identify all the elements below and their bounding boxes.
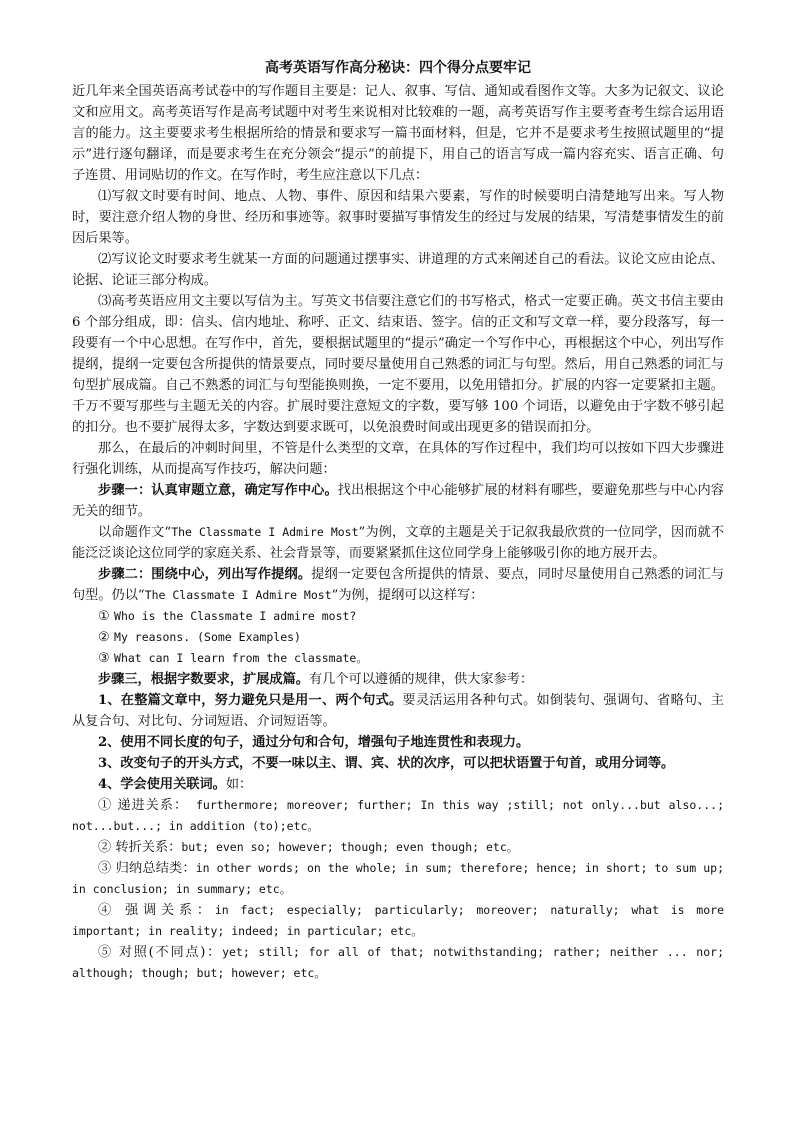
connective-item [72, 795, 724, 837]
connective-item [72, 858, 724, 900]
rule-2-paragraph: 2、使用不同长度的句子，通过分句和合句，增强句子地连贯性和表现力。 [98, 735, 530, 750]
connective-item [72, 837, 724, 858]
step-3-paragraph [72, 669, 724, 690]
step-3-heading: 步骤三，根据字数要求，扩展成篇。 [98, 672, 309, 687]
connective-label: 转折关系： [115, 840, 182, 855]
connective-number: ④ [98, 903, 116, 918]
step-1-example-paragraph [72, 522, 724, 564]
rule-1-heading: 1、在整篇文章中，努力避免只是用一、两个句式。 [98, 693, 403, 708]
step-2-paragraph [72, 564, 724, 606]
outline-number: ③ [98, 651, 110, 666]
transition-paragraph: 那么，在最后的冲刺时间里，不管是什么类型的文章，在具体的写作过程中，我们均可以按如下四大步骤进行强化训练，从而提高写作技巧，解决问题： [72, 441, 724, 477]
point-3-paragraph: ⑶高考英语应用文主要以写信为主。写英文书信要注意它们的书写格式，格式一定要正确。英文书信主要由 6 个部分组成，即：信头、信内地址、称呼、正文、结束语、签字。信的正文和写文章一样，要分段落写，每一段要有一个中心思想。在写作中，首先，要根据试题里的“提示”确定一个写作中心，再根据这个中心，列出写作提纲，提纲一定要包含所提供的情景要点，同时要尽量使用自己熟悉的词汇与句型。然后，用自己熟悉的词汇与句型扩展成篇。自己不熟悉的词汇与句型能换则换，一定不要用，以免用错扣分。扩展的内容一定要紧扣主题。千万不要写那些与主题无关的内容。扩展时要注意短文的字数，要写够 100 个词语，以避免由于字数不够引起的扣分。也不要扩展得太多，字数达到要求既可，以免浪费时间或出现更多的错误而扣分。 [72, 294, 724, 435]
step-2-body-post: ”为例，提纲可以这样写： [331, 588, 484, 603]
outline-text: My reasons. (Some Examples) [114, 630, 301, 644]
connective-item [72, 942, 724, 984]
rule-1-body: 要灵活运用各种句式。如倒装句、强调句、省略句、主从复合句、对比句、分词短语、介词短语等。 [72, 693, 724, 729]
step-1-body: 找出根据这个中心能够扩展的材料有哪些，要避免那些与中心内容无关的细节。 [72, 483, 724, 519]
outline-item [72, 648, 724, 669]
rule-3-paragraph: 3、改变句子的开头方式，不要一味以主、谓、宾、状的次序，可以把状语置于句首，或用分词等。 [98, 756, 675, 771]
document-page [72, 58, 724, 984]
rule-4-heading: 4、学会使用关联词。 [98, 777, 226, 792]
step-1-example-title: The Classmate I Admire Most [171, 525, 359, 539]
rule-4-body: 如： [225, 777, 253, 792]
connective-label: 归纳总结类： [115, 861, 196, 876]
step-2-example-title: The Classmate I Admire Most [144, 588, 332, 602]
connective-text: but; even so; however; though; even though; etc。 [181, 840, 519, 854]
outline-item [72, 627, 724, 648]
step-3-body: 有几个可以遵循的规律，供大家参考： [309, 672, 534, 687]
outline-text: What can I learn from the classmate。 [114, 651, 368, 665]
step-1-example-post: ”为例，文章的主题是关于记叙我最欣赏的一位同学，因而就不能泛泛谈论这位同学的家庭关系、社会背景等，而要紧紧抓住这位同学身上能够吸引你的地方展开去。 [72, 525, 725, 561]
step-1-heading: 步骤一：认真审题立意，确定写作中心。 [98, 483, 338, 498]
connective-number: ⑤ [98, 945, 113, 960]
connective-text: in other words; on the whole; in sum; therefore; hence; in short; to sum up; in conclusion; in summary; etc。 [72, 861, 724, 896]
connective-label: 强调关系： [124, 903, 215, 918]
outline-number: ② [98, 630, 110, 645]
connective-item [72, 900, 724, 942]
outline-number: ① [98, 609, 110, 624]
connective-number: ③ [98, 861, 112, 876]
step-1-example-pre: 以命题作文“ [98, 525, 172, 540]
connective-text: in fact; especially; particularly; moreover; naturally; what is more important; in reality; indeed; in particular; etc。 [72, 903, 724, 938]
step-1-paragraph [72, 480, 724, 522]
point-2-paragraph: ⑵写议论文时要求考生就某一方面的问题通过摆事实、讲道理的方式来阐述自己的看法。议论文应由论点、论据、论证三部分构成。 [72, 252, 724, 288]
step-2-heading: 步骤二：围绕中心，列出写作提纲。 [98, 567, 312, 582]
point-1-paragraph: ⑴写叙文时要有时间、地点、人物、事件、原因和结果六要素，写作的时候要明白清楚地写出来。写人物时，要注意介绍人物的身世、经历和事迹等。叙事时要描写事情发生的经过与发展的结果，写清楚事情发生的前因后果等。 [72, 189, 724, 246]
intro-paragraph: 近几年来全国英语高考试卷中的写作题目主要是：记人、叙事、写信、通知或看图作文等。大多为记叙文、议论文和应用文。高考英语写作是高考试题中对考生来说相对比较难的一题，高考英语写作主要考查考生综合运用语言的能力。这主要要求考生根据所给的情景和要求写一篇书面材料，但是，它并不是要求考生按照试题里的“提示”进行逐句翻译，而是要求考生在充分领会“提示”的前提下，用自己的语言写成一篇内容充实、语言正确、句子连贯、用词贴切的作文。在写作时，考生应注意以下几点： [72, 84, 724, 183]
step-2-body-pre: 提纲一定要包含所提供的情景、要点，同时尽量使用自己熟悉的词汇与句型。仍以“ [72, 567, 725, 603]
connective-label: 递进关系： [117, 798, 189, 813]
rule-1-paragraph [72, 690, 724, 732]
connective-number: ① [98, 798, 113, 813]
page-title: 高考英语写作高分秘诀：四个得分点要牢记 [265, 60, 531, 76]
rule-4-paragraph [72, 774, 724, 795]
connective-label: 对照(不同点)： [118, 945, 223, 960]
connective-number: ② [98, 840, 112, 855]
connective-text: yet; still; for all of that; notwithstanding; rather; neither ... nor; although; though; but; however; etc。 [72, 945, 724, 980]
connective-text: furthermore; moreover; further; In this way ;still; not only...but also...; not...but...; in addition (to);etc。 [72, 798, 724, 833]
outline-item [72, 606, 724, 627]
outline-text: Who is the Classmate I admire most? [114, 609, 357, 623]
